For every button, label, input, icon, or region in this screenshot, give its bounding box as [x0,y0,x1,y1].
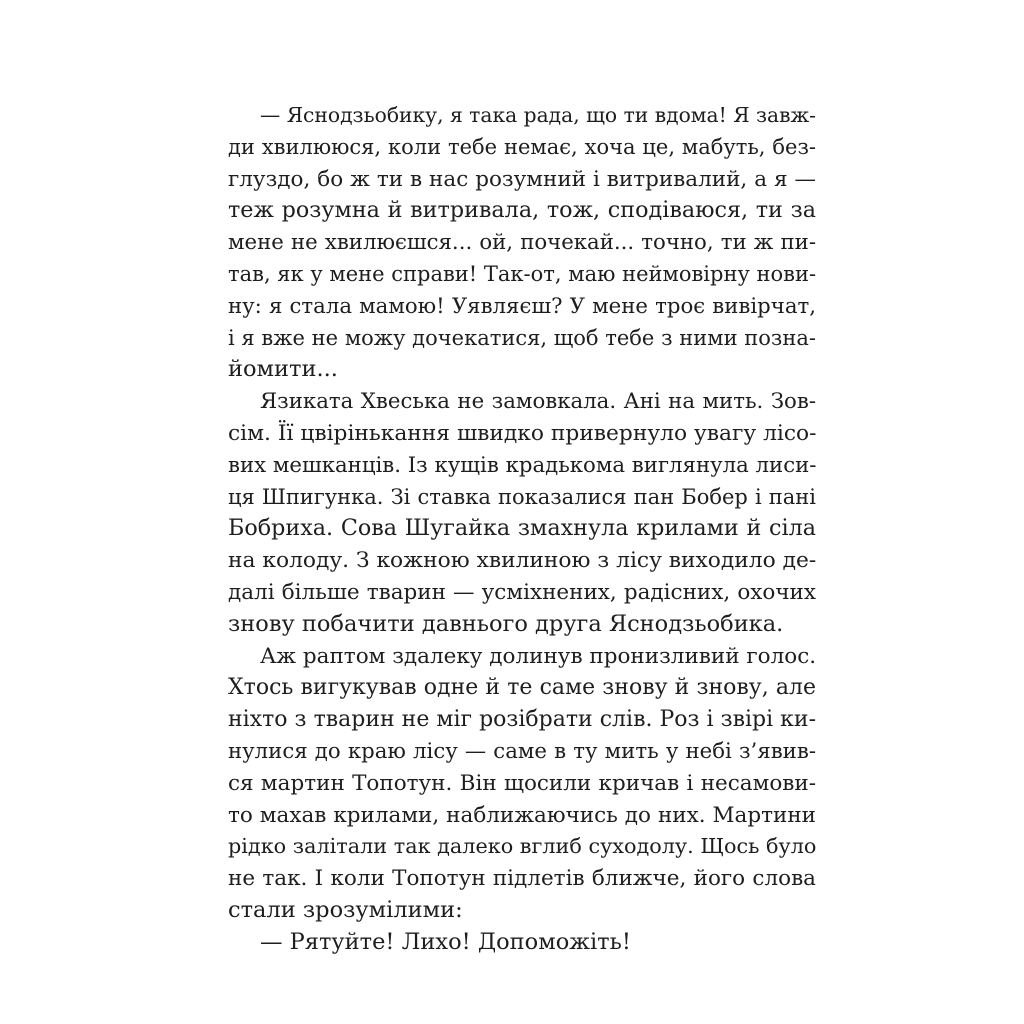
text-line: — Рятуйте! Лихо! Допоможіть! [260,928,631,955]
paragraph-4 [228,927,816,959]
text-line: далі більше тварин — усміхнених, радісних, охочих [228,579,816,605]
text-line: мене не хвилюєшся... ой, почекай... точно, ти ж пи- [228,230,816,256]
paragraph-1 [228,100,816,386]
text-line: на колоду. З кожною хвилиною з лісу виходило де- [228,548,817,574]
text-line: і я вже не можу дочекатися, щоб тебе з ними позна- [228,325,816,350]
paragraph-2 [228,386,816,640]
text-line: ди хвилююся, коли тебе немає, хоча це, мабуть, без- [228,134,816,159]
text-line: тав, як у мене справи! Так-от, маю неймовірну нови- [228,261,817,286]
text-line: ну: я стала мамою! Уявляєш? У мене троє вивірчат, [228,293,816,319]
text-line: — Яснодзьобику, я така рада, що ти вдома! Я завж- [260,103,816,127]
text-line: йомити... [228,356,338,383]
text-line: то махав крилами, наближаючись до них. Мартини [228,802,816,828]
text-line: Хтось вигукував одне й те саме знову й знову, але [228,675,816,701]
text-line: не так. І коли Топотун підлетів ближче, його слова [228,866,816,892]
text-line: нулися до краю лісу — саме в ту мить у небі з’явив- [228,738,816,764]
paragraph-3 [228,641,816,927]
text-line: ся мартин Топотун. Він щосили кричав і несамови- [228,770,816,796]
text-line: знову побачити давнього друга Яснодзьобика. [228,610,784,637]
text-line: ніхто з тварин не міг розібрати слів. Роз і звірі ки- [228,707,816,733]
text-line: ця Шпигунка. Зі ставка показалися пан Бобер і пані [228,484,816,509]
book-page-text [228,100,816,959]
text-line: стали зрозумілими: [228,896,463,923]
text-line: сім. Її цвірінькання швидко привернуло увагу лісо- [228,420,817,446]
text-line: Бобриха. Сова Шугайка змахнула крилами й сіла [228,515,816,542]
text-line: Язиката Хвеська не замовкала. Ані на мить. Зов- [260,389,816,415]
text-line: вих мешканців. Із кущів крадькома виглянула лиси- [228,452,817,478]
text-line: Аж раптом здалеку долинув пронизливий голос. [260,643,817,669]
text-line: теж розумна й витривала, тож, сподіваюся, ти за [228,197,816,224]
text-line: глуздо, бо ж ти в нас розумний і витривалий, а я — [228,166,816,192]
text-line: рідко залітали так далеко вглиб суходолу. Щось було [228,834,817,859]
